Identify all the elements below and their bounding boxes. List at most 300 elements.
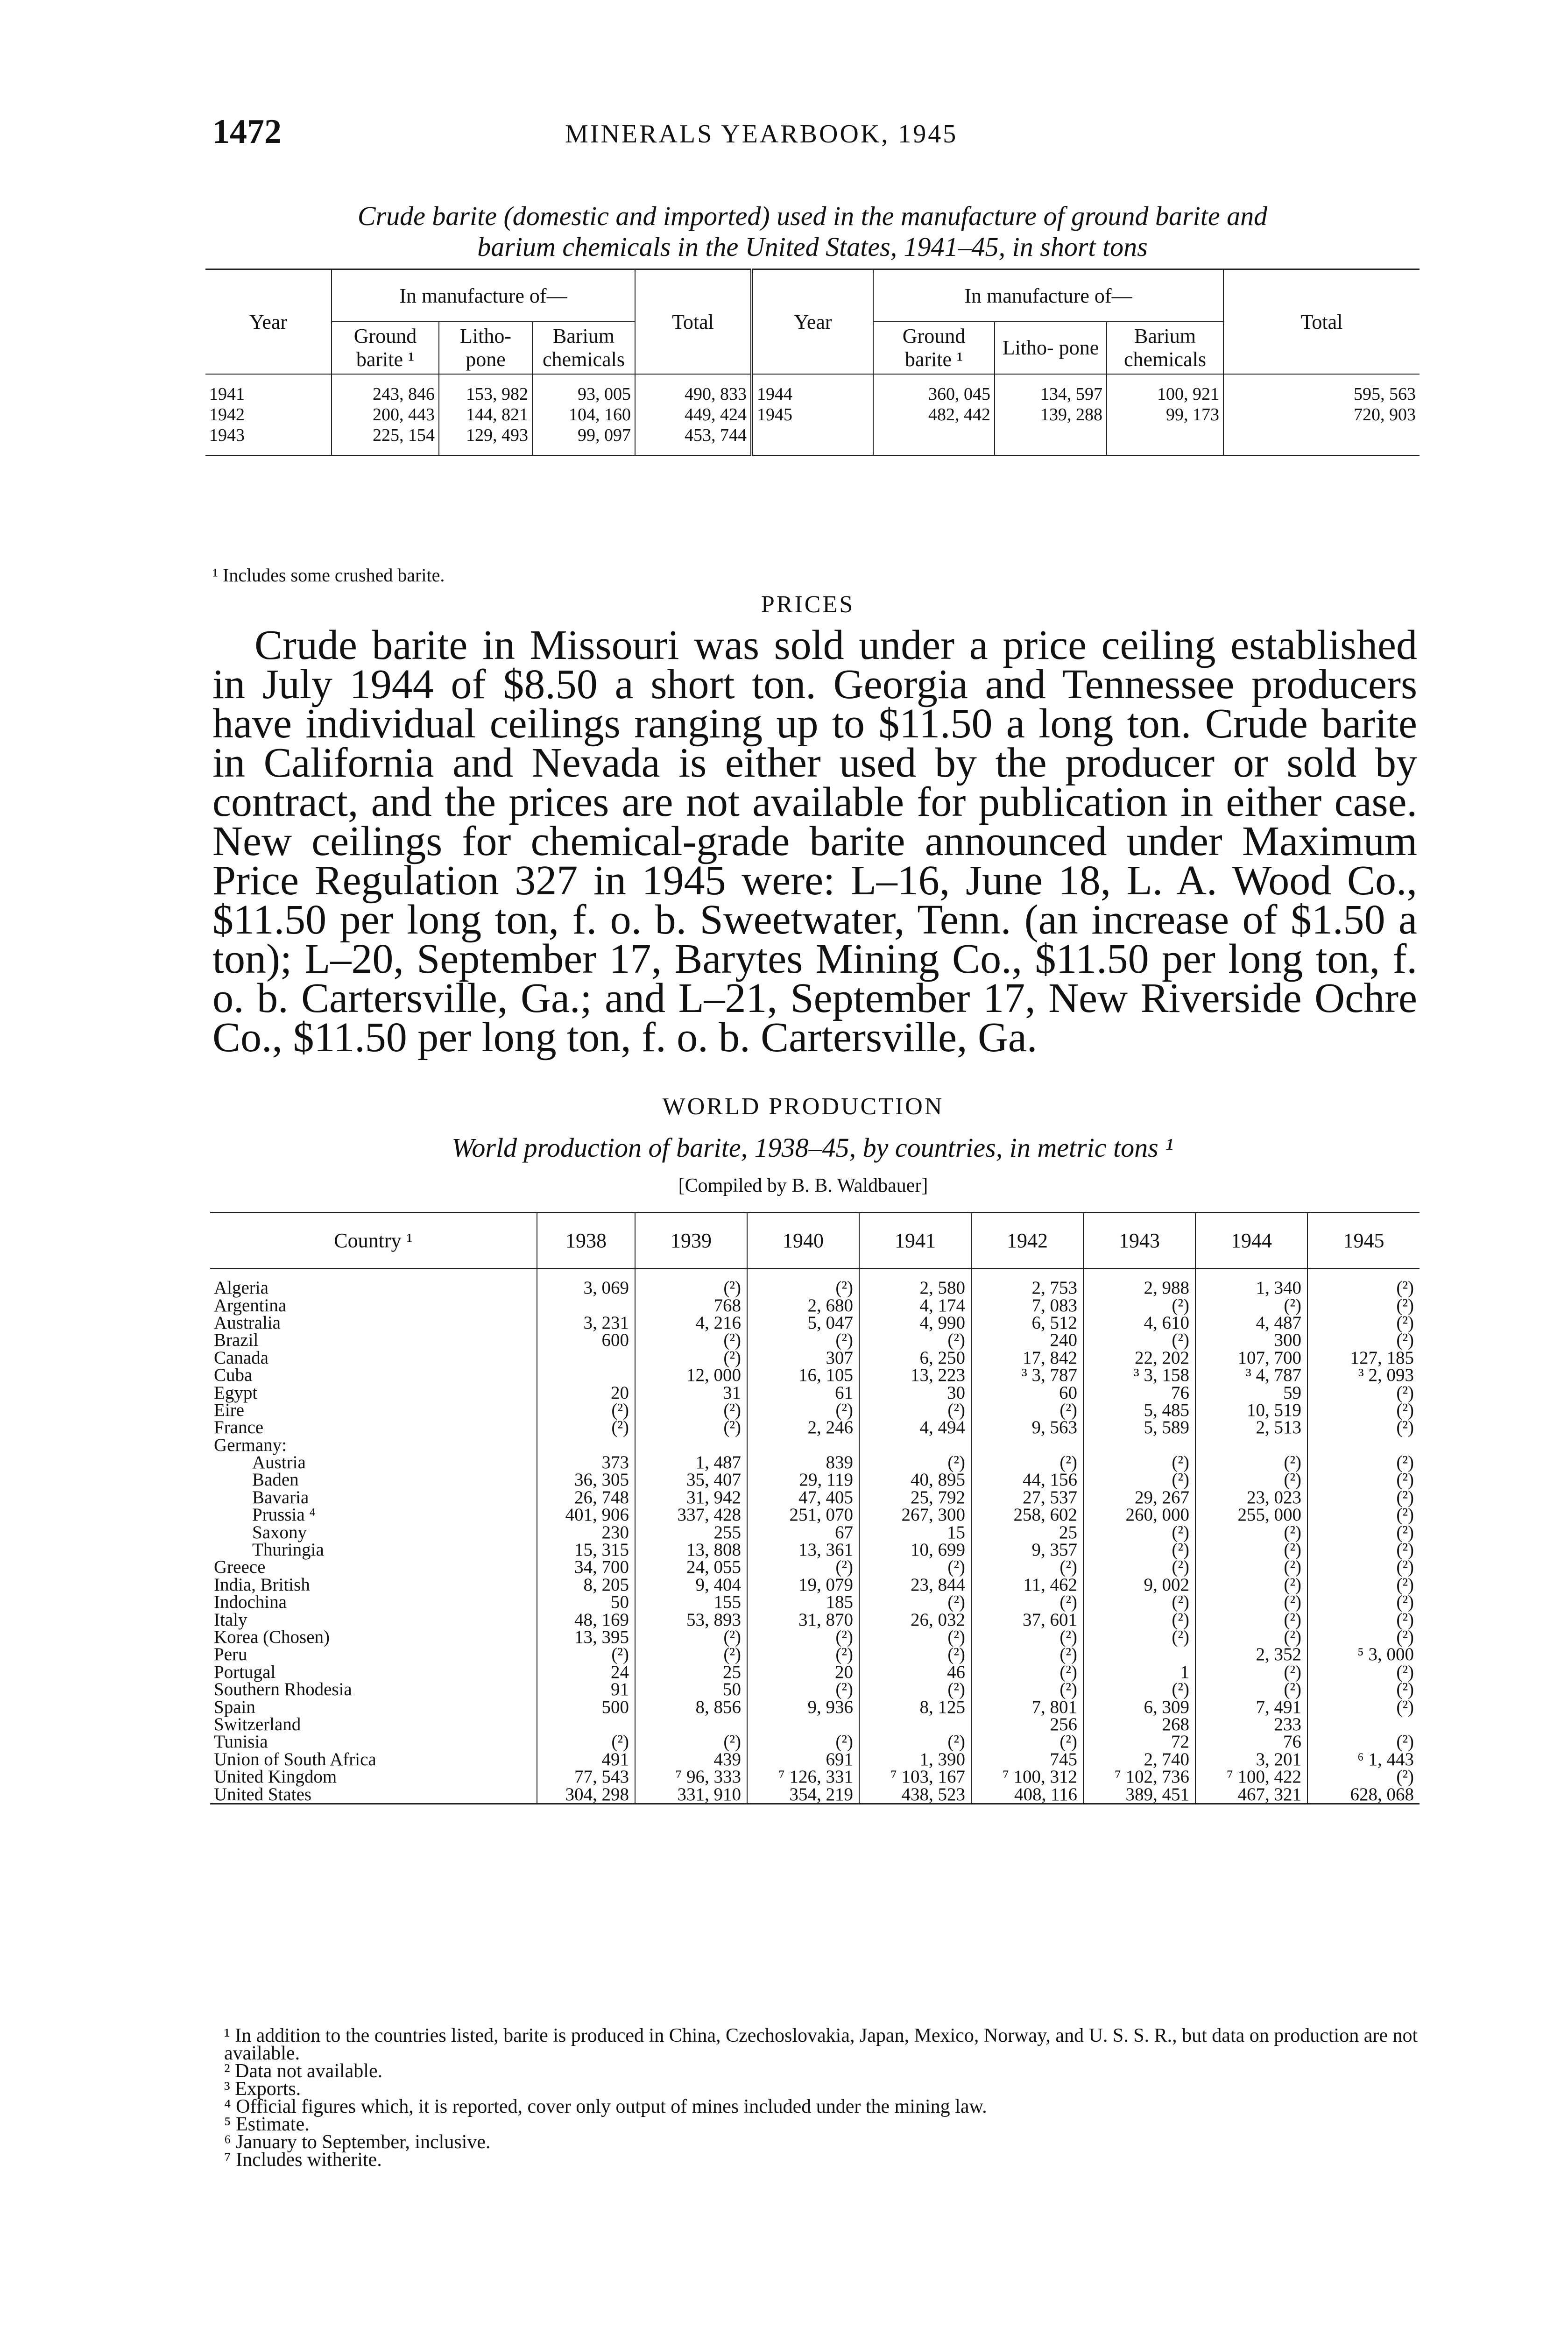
production-value: (²) [1083, 1681, 1195, 1698]
country-name: Austria [252, 1452, 306, 1473]
production-value: ⁷ 96, 333 [635, 1768, 747, 1785]
production-value: ⁷ 100, 312 [971, 1768, 1083, 1785]
production-value: (²) [859, 1593, 971, 1611]
production-value: (²) [1195, 1558, 1307, 1576]
production-value: (²) [635, 1279, 747, 1296]
production-value: 77, 543 [537, 1768, 635, 1785]
t1-group-header-right: In manufacture of— [873, 269, 1223, 322]
production-value: 50 [537, 1593, 635, 1611]
production-value: 438, 523 [859, 1785, 971, 1804]
production-value: (²) [1307, 1698, 1420, 1715]
production-value: 389, 451 [1083, 1785, 1195, 1804]
year-column-header: 1941 [859, 1213, 971, 1269]
production-value: 30 [859, 1384, 971, 1401]
production-value [1195, 1436, 1307, 1454]
prices-paragraph: Crude barite in Missouri was sold under a price ceiling established in July 1944 of $8.50 a short ton. Georgia and Tennessee producers have individual ceilings ranging up to $11.50 a long ton. Crude barite in California and Nevada is either used by the producer or sold by contract, and the prices are not available for publication in either case. New ceilings for chemical-grade barite announced under Maximum Price Regulation 327 in 1945 were: L–16, June 18, L. A. Wood Co., $11.50 per long ton, f. o. b. Sweetwater, Tenn. (an increase of $1.50 a ton); L–20, September 17, Barytes Mining Co., $11.50 per long ton, f. o. b. Cartersville, Ga.; and L–21, September 17, New Riverside Ochre Co., $11.50 per long ton, f. o. b. Cartersville, Ga. [212, 622, 1417, 1061]
production-value: 267, 300 [859, 1506, 971, 1523]
production-value: (²) [1307, 1471, 1420, 1488]
production-value: 4, 487 [1195, 1314, 1307, 1331]
country-name: Saxony [252, 1522, 307, 1543]
production-value: 2, 680 [747, 1296, 859, 1314]
production-value: (²) [1195, 1611, 1307, 1628]
country-row [210, 1489, 1420, 1506]
production-value: (²) [1307, 1733, 1420, 1750]
production-value: 491 [537, 1751, 635, 1768]
t1-row [205, 404, 1420, 425]
country-row [210, 1558, 1420, 1576]
production-value: (²) [1307, 1454, 1420, 1471]
country-row [210, 1593, 1420, 1611]
production-value: 31, 870 [747, 1611, 859, 1628]
country-name: Bavaria [252, 1487, 309, 1507]
production-value: (²) [537, 1401, 635, 1419]
production-value: 337, 428 [635, 1506, 747, 1523]
country-row [210, 1751, 1420, 1768]
production-value: 2, 580 [859, 1279, 971, 1296]
country-name: Cuba [214, 1365, 253, 1386]
production-value: 354, 219 [747, 1785, 859, 1804]
country-name: France [214, 1417, 264, 1438]
country-row [210, 1349, 1420, 1366]
production-value: 4, 990 [859, 1314, 971, 1331]
country-row [210, 1436, 1420, 1454]
production-value: 17, 842 [971, 1349, 1083, 1366]
production-value: (²) [971, 1628, 1083, 1646]
production-value [537, 1296, 635, 1314]
t1-year-cell: 1941 [209, 384, 245, 404]
production-value: 22, 202 [1083, 1349, 1195, 1366]
production-value: (²) [1307, 1419, 1420, 1436]
country-name: Baden [252, 1470, 299, 1490]
country-row [210, 1698, 1420, 1715]
country-name: Egypt [214, 1382, 258, 1403]
country-row [210, 1628, 1420, 1646]
production-value: 2, 753 [971, 1279, 1083, 1296]
production-value: (²) [1307, 1331, 1420, 1349]
production-value [859, 1716, 971, 1733]
production-value: (²) [1195, 1593, 1307, 1611]
production-value: 13, 808 [635, 1541, 747, 1558]
t1-value-cell: 104, 160 [532, 404, 635, 425]
production-value: (²) [1083, 1611, 1195, 1628]
country-row [210, 1716, 1420, 1733]
production-value: 27, 537 [971, 1489, 1083, 1506]
production-value [537, 1366, 635, 1384]
production-value: 24 [537, 1663, 635, 1681]
t1-value-cell: 99, 173 [1107, 404, 1223, 425]
country-name: Canada [214, 1347, 268, 1368]
production-value: 408, 116 [971, 1785, 1083, 1804]
t1-value-cell: 595, 563 [1223, 384, 1420, 404]
production-value: 23, 844 [859, 1576, 971, 1593]
production-value: (²) [1195, 1663, 1307, 1681]
production-value: 10, 519 [1195, 1401, 1307, 1419]
t1-value-cell: 129, 493 [439, 425, 532, 446]
world-footnote: ⁷ Includes witherite. [224, 2149, 382, 2171]
production-value: 72 [1083, 1733, 1195, 1750]
production-value: (²) [859, 1733, 971, 1750]
world-table-caption: World production of barite, 1938–45, by countries, in metric tons ¹ [452, 1132, 1173, 1163]
production-value: 20 [747, 1663, 859, 1681]
t1-value-cell: 482, 442 [873, 404, 995, 425]
production-value: 44, 156 [971, 1471, 1083, 1488]
production-value: 268 [1083, 1716, 1195, 1733]
country-row [210, 1331, 1420, 1349]
production-value: 5, 485 [1083, 1401, 1195, 1419]
production-value: 3, 201 [1195, 1751, 1307, 1768]
production-value: (²) [971, 1593, 1083, 1611]
country-row [210, 1785, 1420, 1804]
country-name: India, British [214, 1574, 310, 1595]
production-value: 61 [747, 1384, 859, 1401]
production-value: (²) [747, 1279, 859, 1296]
t1-col-litho-left: Litho- pone [439, 322, 532, 374]
country-row [210, 1296, 1420, 1314]
production-value: (²) [537, 1733, 635, 1750]
production-value: 691 [747, 1751, 859, 1768]
production-value: (²) [859, 1454, 971, 1471]
production-value: (²) [1307, 1611, 1420, 1628]
prices-heading: PRICES [761, 591, 855, 618]
production-value: 2, 513 [1195, 1419, 1307, 1436]
production-value: 36, 305 [537, 1471, 635, 1488]
production-value [1307, 1716, 1420, 1733]
country-row [210, 1471, 1420, 1488]
production-value: (²) [1307, 1628, 1420, 1646]
world-footnote: ⁶ January to September, inclusive. [224, 2131, 491, 2153]
production-value: (²) [1083, 1558, 1195, 1576]
country-row [210, 1663, 1420, 1681]
production-value: 4, 216 [635, 1314, 747, 1331]
production-value: 2, 246 [747, 1419, 859, 1436]
production-value: 331, 910 [635, 1785, 747, 1804]
production-value: 19, 079 [747, 1576, 859, 1593]
production-value: 26, 748 [537, 1489, 635, 1506]
production-value [635, 1436, 747, 1454]
production-value: 13, 395 [537, 1628, 635, 1646]
t1-value-cell: 490, 833 [635, 384, 752, 404]
production-value: 37, 601 [971, 1611, 1083, 1628]
production-value: (²) [971, 1401, 1083, 1419]
t1-year-header-left: Year [205, 269, 332, 375]
production-value: 260, 000 [1083, 1506, 1195, 1523]
country-row [210, 1681, 1420, 1698]
production-value: 31, 942 [635, 1489, 747, 1506]
production-value: (²) [1083, 1628, 1195, 1646]
barite-consumption-table [205, 269, 1420, 456]
production-value: 15, 315 [537, 1541, 635, 1558]
t1-value-cell: 200, 443 [332, 404, 439, 425]
country-name: Brazil [214, 1330, 259, 1351]
production-value: 839 [747, 1454, 859, 1471]
production-value: (²) [1195, 1541, 1307, 1558]
production-value: 7, 083 [971, 1296, 1083, 1314]
production-value: 1, 340 [1195, 1279, 1307, 1296]
production-value: 59 [1195, 1384, 1307, 1401]
country-row [210, 1611, 1420, 1628]
production-value: 4, 174 [859, 1296, 971, 1314]
country-name: Eire [214, 1400, 244, 1420]
production-value: 29, 119 [747, 1471, 859, 1488]
country-name: United Kingdom [214, 1767, 337, 1787]
country-name: Italy [214, 1609, 247, 1630]
production-value: (²) [635, 1646, 747, 1663]
production-value: 91 [537, 1681, 635, 1698]
world-table-footnotes [224, 2027, 1420, 2169]
country-row [210, 1646, 1420, 1663]
page-number: 1472 [212, 113, 282, 151]
production-value: 53, 893 [635, 1611, 747, 1628]
production-value: (²) [1307, 1506, 1420, 1523]
production-value: 35, 407 [635, 1471, 747, 1488]
production-value: 25 [635, 1663, 747, 1681]
production-value: 628, 068 [1307, 1785, 1420, 1804]
production-value: (²) [1307, 1314, 1420, 1331]
production-value: 15 [859, 1523, 971, 1541]
country-row [210, 1576, 1420, 1593]
production-value: 16, 105 [747, 1366, 859, 1384]
country-name: Thuringia [252, 1540, 324, 1560]
production-value: 29, 267 [1083, 1489, 1195, 1506]
table1-caption [215, 201, 1410, 262]
production-value: 107, 700 [1195, 1349, 1307, 1366]
production-value: 401, 906 [537, 1506, 635, 1523]
production-value: 25, 792 [859, 1489, 971, 1506]
production-value: 25 [971, 1523, 1083, 1541]
production-value: 8, 125 [859, 1698, 971, 1715]
country-name: Peru [214, 1644, 247, 1665]
t1-value-cell: 720, 903 [1223, 404, 1420, 425]
production-value: 3, 069 [537, 1279, 635, 1296]
table1-caption-line1: Crude barite (domestic and imported) used in the manufacture of ground barite and [357, 201, 1268, 231]
production-value: (²) [747, 1558, 859, 1576]
production-value: (²) [971, 1681, 1083, 1698]
t1-col-ground-left: Ground barite ¹ [332, 322, 439, 374]
production-value: (²) [537, 1646, 635, 1663]
production-value: 12, 000 [635, 1366, 747, 1384]
production-value: 9, 936 [747, 1698, 859, 1715]
country-row [210, 1384, 1420, 1401]
production-value: (²) [1307, 1523, 1420, 1541]
production-value: (²) [859, 1681, 971, 1698]
t1-year-cell: 1945 [752, 404, 873, 425]
t1-value-cell: 93, 005 [532, 384, 635, 404]
production-value: ³ 3, 158 [1083, 1366, 1195, 1384]
world-footnote: ⁵ Estimate. [224, 2114, 310, 2135]
production-value: ³ 3, 787 [971, 1366, 1083, 1384]
production-value: 2, 352 [1195, 1646, 1307, 1663]
production-value: (²) [747, 1331, 859, 1349]
production-value: (²) [1083, 1541, 1195, 1558]
production-value: (²) [971, 1646, 1083, 1663]
production-value: 76 [1083, 1384, 1195, 1401]
production-value: 50 [635, 1681, 747, 1698]
production-value: 24, 055 [635, 1558, 747, 1576]
production-value [747, 1436, 859, 1454]
year-column-header: 1943 [1083, 1213, 1195, 1269]
production-value: (²) [747, 1733, 859, 1750]
t1-col-barium-left: Barium chemicals [532, 322, 635, 374]
production-value: ⁷ 126, 331 [747, 1768, 859, 1785]
production-value: (²) [635, 1331, 747, 1349]
production-value: 251, 070 [747, 1506, 859, 1523]
country-row [210, 1366, 1420, 1384]
production-value: (²) [1307, 1558, 1420, 1576]
production-value: 1 [1083, 1663, 1195, 1681]
year-column-header: 1940 [747, 1213, 859, 1269]
production-value: 3, 231 [537, 1314, 635, 1331]
production-value: (²) [1307, 1541, 1420, 1558]
production-value: 67 [747, 1523, 859, 1541]
production-value: 6, 250 [859, 1349, 971, 1366]
year-column-header: 1945 [1307, 1213, 1420, 1269]
country-name: Portugal [214, 1662, 276, 1682]
production-value: 9, 357 [971, 1541, 1083, 1558]
t1-value-cell: 134, 597 [995, 384, 1107, 404]
production-value: 256 [971, 1716, 1083, 1733]
t1-value-cell: 139, 288 [995, 404, 1107, 425]
country-row [210, 1279, 1420, 1296]
country-row [210, 1768, 1420, 1785]
production-value: (²) [1307, 1401, 1420, 1419]
production-value: (²) [1307, 1593, 1420, 1611]
country-row [210, 1314, 1420, 1331]
production-value: (²) [635, 1349, 747, 1366]
world-footnote: ² Data not available. [224, 2060, 383, 2082]
production-value: (²) [1307, 1296, 1420, 1314]
production-value: 258, 602 [971, 1506, 1083, 1523]
country-name: Australia [214, 1312, 281, 1333]
running-title: MINERALS YEARBOOK, 1945 [565, 120, 958, 149]
production-value: 4, 494 [859, 1419, 971, 1436]
t1-year-cell: 1943 [209, 425, 245, 445]
production-value: (²) [1083, 1331, 1195, 1349]
production-value [971, 1436, 1083, 1454]
t1-value-cell: 225, 154 [332, 425, 439, 446]
production-value [747, 1716, 859, 1733]
country-name: Indochina [214, 1592, 287, 1613]
production-value: 127, 185 [1307, 1349, 1420, 1366]
t1-group-header-left: In manufacture of— [332, 269, 635, 322]
production-value: 8, 205 [537, 1576, 635, 1593]
production-value: (²) [859, 1628, 971, 1646]
production-value: 23, 023 [1195, 1489, 1307, 1506]
country-name: Korea (Chosen) [214, 1627, 330, 1647]
production-value: (²) [1083, 1523, 1195, 1541]
production-value: 7, 491 [1195, 1698, 1307, 1715]
production-value: 373 [537, 1454, 635, 1471]
production-value: 9, 563 [971, 1419, 1083, 1436]
country-name: Algeria [214, 1278, 268, 1298]
country-name: Southern Rhodesia [214, 1679, 352, 1700]
country-row [210, 1419, 1420, 1436]
world-footnote: ³ Exports. [224, 2078, 301, 2100]
production-value: ⁵ 3, 000 [1307, 1646, 1420, 1663]
production-value: ⁶ 1, 443 [1307, 1751, 1420, 1768]
production-value: 500 [537, 1698, 635, 1715]
production-value: 255, 000 [1195, 1506, 1307, 1523]
production-value: (²) [1307, 1663, 1420, 1681]
production-value: (²) [635, 1419, 747, 1436]
production-value: 13, 361 [747, 1541, 859, 1558]
production-value: 34, 700 [537, 1558, 635, 1576]
country-row [210, 1523, 1420, 1541]
t1-total-header-left: Total [635, 269, 752, 375]
production-value: 10, 699 [859, 1541, 971, 1558]
production-value [537, 1349, 635, 1366]
production-value: (²) [1307, 1279, 1420, 1296]
production-value [859, 1436, 971, 1454]
production-value: 1, 390 [859, 1751, 971, 1768]
production-value: 4, 610 [1083, 1314, 1195, 1331]
t1-value-cell: 144, 821 [439, 404, 532, 425]
production-value: (²) [1307, 1489, 1420, 1506]
country-row [210, 1733, 1420, 1750]
country-row [210, 1541, 1420, 1558]
production-value [1307, 1436, 1420, 1454]
t1-row [205, 384, 1420, 404]
production-value: (²) [1083, 1296, 1195, 1314]
country-name: Prussia ⁴ [252, 1505, 316, 1525]
production-value: 9, 002 [1083, 1576, 1195, 1593]
country-name: Argentina [214, 1295, 287, 1316]
production-value: (²) [747, 1401, 859, 1419]
production-value [1083, 1436, 1195, 1454]
production-value: 48, 169 [537, 1611, 635, 1628]
world-production-table [210, 1212, 1420, 1804]
country-row [210, 1454, 1420, 1471]
production-value: 46 [859, 1663, 971, 1681]
country-name: Greece [214, 1557, 266, 1578]
production-value: (²) [1307, 1384, 1420, 1401]
production-value: (²) [1195, 1628, 1307, 1646]
table1-caption-line2: barium chemicals in the United States, 1941–45, in short tons [477, 232, 1148, 262]
production-value: 307 [747, 1349, 859, 1366]
production-value: 439 [635, 1751, 747, 1768]
production-value: (²) [635, 1401, 747, 1419]
production-value: (²) [971, 1558, 1083, 1576]
production-value [1083, 1646, 1195, 1663]
production-value: (²) [1083, 1471, 1195, 1488]
production-value: 2, 740 [1083, 1751, 1195, 1768]
production-value: 300 [1195, 1331, 1307, 1349]
production-value: (²) [859, 1331, 971, 1349]
year-column-header: 1944 [1195, 1213, 1307, 1269]
production-value: 40, 895 [859, 1471, 971, 1488]
production-value: 2, 988 [1083, 1279, 1195, 1296]
country-row [210, 1506, 1420, 1523]
production-value: 20 [537, 1384, 635, 1401]
t1-value-cell: 99, 097 [532, 425, 635, 446]
t1-value-cell: 449, 424 [635, 404, 752, 425]
t1-value-cell: 360, 045 [873, 384, 995, 404]
world-footnote: ¹ In addition to the countries listed, barite is produced in China, Czechoslovakia, Japan, Mexico, Norway, and U. S. S. R., but data on production are not available. [224, 2025, 1418, 2064]
t1-value-cell: 243, 846 [332, 384, 439, 404]
production-value: 304, 298 [537, 1785, 635, 1804]
production-value: (²) [859, 1646, 971, 1663]
production-value: (²) [859, 1558, 971, 1576]
production-value: 467, 321 [1195, 1785, 1307, 1804]
production-value: (²) [747, 1628, 859, 1646]
production-value: (²) [537, 1419, 635, 1436]
t1-col-barium-right: Barium chemicals [1107, 322, 1223, 374]
production-value: 600 [537, 1331, 635, 1349]
t1-row [205, 425, 1420, 446]
production-value: 6, 309 [1083, 1698, 1195, 1715]
production-value: ⁷ 102, 736 [1083, 1768, 1195, 1785]
production-value: (²) [1307, 1681, 1420, 1698]
production-value: 13, 223 [859, 1366, 971, 1384]
